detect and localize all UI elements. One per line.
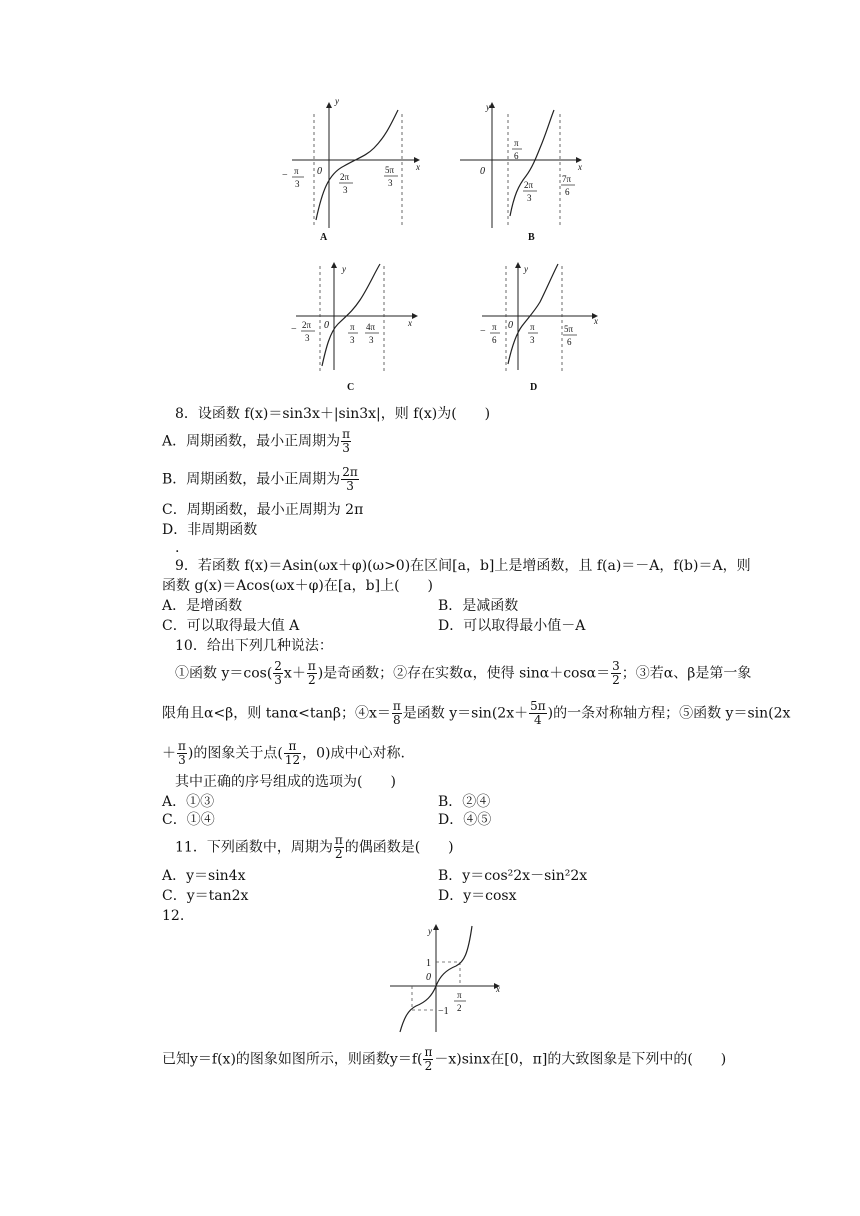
svg-text:6: 6 (565, 187, 570, 197)
svg-text:3: 3 (350, 335, 355, 345)
svg-text:7π: 7π (562, 174, 572, 184)
y-label: y (428, 926, 432, 936)
svg-text:0: 0 (426, 972, 431, 983)
caption-b: B (528, 232, 535, 243)
x-label: x (408, 318, 412, 328)
svg-text:2π: 2π (302, 320, 312, 330)
q10-statement-line3: ＋ $\frac{\pi}{3}$ )的图象关于点( $\frac{\pi}{12}$ ，0)成中心对称. (162, 739, 405, 767)
q11-option-a: A．y＝sin4x (162, 868, 246, 884)
y-label: y (524, 264, 528, 274)
q9-line2: 函数 g(x)＝Acos(ωx＋φ)在[a，b]上( ) (162, 578, 433, 594)
svg-text:4π: 4π (366, 322, 376, 332)
svg-text:π: π (294, 166, 299, 176)
tangent-curve (322, 264, 380, 366)
svg-text:−1: −1 (438, 1006, 449, 1017)
x-label: x (416, 162, 420, 172)
q10-ask: 其中正确的序号组成的选项为( ) (175, 774, 396, 790)
svg-text:0: 0 (324, 320, 329, 331)
svg-text:3: 3 (530, 335, 535, 345)
svg-text:0: 0 (480, 166, 485, 177)
q8-option-b: B．周期函数，最小正周期为 $\frac{2\pi}{3}$ (162, 465, 358, 493)
svg-text:π: π (514, 138, 519, 148)
svg-text:0: 0 (508, 320, 513, 331)
y-label: y (335, 96, 339, 106)
q8-stem: 8．设函数 f(x)＝sin3x＋|sin3x|，则 f(x)为( ) (175, 406, 491, 422)
q8-option-c: C．周期函数，最小正周期为 2π (162, 502, 364, 518)
q9-option-a: A．是增函数 (162, 598, 243, 614)
y-axis-arrow (515, 262, 521, 268)
q9-option-d: D．可以取得最小值－A (438, 618, 586, 634)
svg-text:2π: 2π (340, 172, 350, 182)
svg-text:5π: 5π (385, 165, 395, 175)
caption-a: A (320, 232, 328, 243)
q10-statement-line1: ①函数 y＝cos( $\frac{2}{3}$ x＋ $\frac{\pi}{2}$ )是奇函数；②存在实数α，使得 sinα＋cosα＝ $\frac{3}{2}$ ；③若α、β是第一象 (175, 659, 752, 687)
svg-text:6: 6 (492, 335, 497, 345)
svg-text:3: 3 (369, 335, 374, 345)
q8-option-a: A．周期函数，最小正周期为 $\frac{\pi}{3}$ (162, 427, 351, 455)
q10-option-a: A．①③ (162, 794, 215, 810)
svg-text:−: − (480, 326, 486, 337)
q9-option-b: B．是减函数 (438, 598, 519, 614)
tangent-curve (510, 110, 554, 216)
y-axis-arrow (331, 262, 337, 268)
figure-option-b (456, 100, 596, 250)
y-axis-arrow (433, 924, 439, 930)
svg-text:3: 3 (527, 193, 532, 203)
q10-option-b: B．②④ (438, 794, 491, 810)
q10-statement-line2: 限角且α<β，则 tanα<tanβ；④x＝ $\frac{\pi}{8}$ 是函数 y＝sin(2x＋ $\frac{5\pi}{4}$ )的一条对称轴方程；⑤函数 y＝sin(2x (162, 699, 791, 727)
q11-stem: 11．下列函数中，周期为 $\frac{\pi}{2}$ 的偶函数是( ) (175, 833, 454, 861)
q10-stem: 10．给出下列几种说法： (175, 638, 333, 654)
svg-text:π: π (350, 322, 355, 332)
q12-number: 12. (162, 908, 185, 924)
svg-text:3: 3 (295, 179, 300, 189)
svg-text:6: 6 (567, 337, 572, 347)
figure-option-d (480, 260, 620, 400)
svg-text:3: 3 (305, 333, 310, 343)
x-label: x (496, 984, 500, 994)
svg-text:5π: 5π (564, 324, 574, 334)
svg-text:2: 2 (457, 1003, 462, 1013)
q8-option-d: D．非周期函数 (162, 522, 258, 538)
svg-text:1: 1 (426, 958, 431, 969)
x-label: x (594, 316, 598, 326)
stray-dot: . (175, 540, 180, 556)
y-axis-arrow (326, 102, 332, 108)
svg-text:2π: 2π (524, 180, 534, 190)
svg-text:3: 3 (388, 178, 393, 188)
x-axis-arrow (412, 313, 418, 319)
svg-text:π: π (457, 990, 462, 1000)
y-label: y (486, 102, 490, 112)
svg-text:π: π (530, 322, 535, 332)
svg-text:−: − (282, 170, 288, 181)
tangent-curve (508, 264, 558, 364)
figure-option-a (282, 96, 426, 250)
x-label: x (578, 162, 582, 172)
svg-text:6: 6 (514, 151, 519, 161)
svg-text:0: 0 (317, 166, 322, 177)
figure-option-c (290, 260, 430, 400)
q11-option-d: D．y＝cosx (438, 888, 517, 904)
q12-text: 已知y＝f(x)的图象如图所示，则函数y＝f( $\frac{\pi}{2}$ －x)sinx在[0，π]的大致图象是下列中的( ) (162, 1045, 727, 1073)
svg-text:−: − (291, 324, 297, 335)
svg-text:3: 3 (343, 185, 348, 195)
q11-option-c: C．y＝tan2x (162, 888, 249, 904)
figure-q12 (386, 922, 506, 1034)
q11-option-b: B．y＝cos²2x－sin²2x (438, 868, 588, 884)
caption-c: C (347, 382, 355, 393)
caption-d: D (530, 382, 538, 393)
q9-option-c: C．可以取得最大值 A (162, 618, 300, 634)
q10-option-d: D．④⑤ (438, 812, 492, 828)
q9-line1: 9．若函数 f(x)＝Asin(ωx＋φ)(ω>0)在区间[a，b]上是增函数，且 f(a)＝－A，f(b)＝A，则 (175, 558, 751, 574)
y-label: y (342, 264, 346, 274)
q10-option-c: C．①④ (162, 812, 215, 828)
svg-text:π: π (492, 322, 497, 332)
